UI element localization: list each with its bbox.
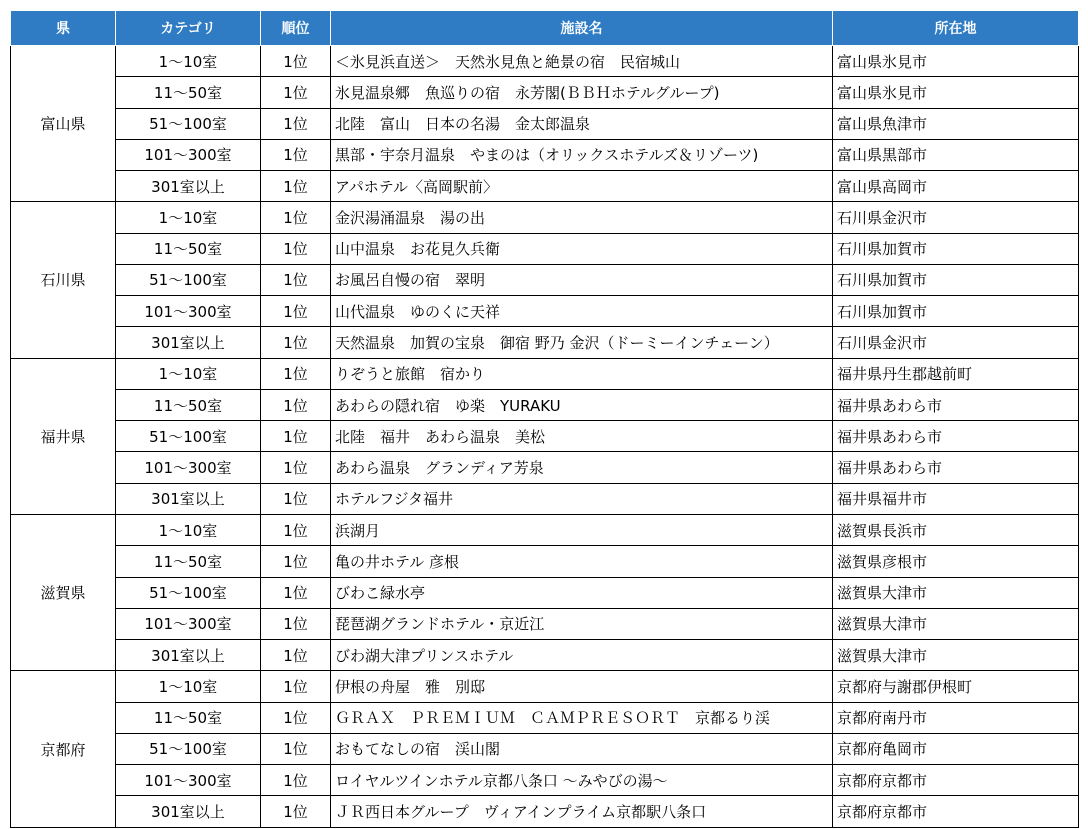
category-cell: 301室以上 [116,483,261,514]
facility-name-cell: 北陸 福井 あわら温泉 美松 [331,421,833,452]
table-row [11,233,1079,264]
category-cell: 11～50室 [116,77,261,108]
category-cell: 51～100室 [116,108,261,139]
category-cell: 301室以上 [116,171,261,202]
table-row [11,46,1079,77]
location-cell: 滋賀県大津市 [833,640,1079,671]
facility-name-cell: ロイヤルツインホテル京都八条口 ～みやびの湯～ [331,765,833,796]
category-cell: 51～100室 [116,733,261,764]
facility-name-cell: アパホテル〈高岡駅前〉 [331,171,833,202]
category-cell: 1～10室 [116,202,261,233]
category-cell: 101～300室 [116,765,261,796]
rank-cell: 1位 [261,640,331,671]
rank-cell: 1位 [261,702,331,733]
category-cell: 51～100室 [116,577,261,608]
table-row [11,421,1079,452]
facility-name-cell: 山代温泉 ゆのくに天祥 [331,296,833,327]
rank-cell: 1位 [261,358,331,389]
header-location: 所在地 [833,11,1079,46]
category-cell: 301室以上 [116,640,261,671]
facility-name-cell: 氷見温泉郷 魚巡りの宿 永芳閣(ＢＢＨホテルグループ) [331,77,833,108]
category-cell: 101～300室 [116,139,261,170]
table-row [11,514,1079,545]
table-row [11,264,1079,295]
category-cell: 101～300室 [116,452,261,483]
facility-name-cell: 天然温泉 加賀の宝泉 御宿 野乃 金沢（ドーミーインチェーン） [331,327,833,358]
rank-cell: 1位 [261,577,331,608]
location-cell: 富山県魚津市 [833,108,1079,139]
location-cell: 富山県高岡市 [833,171,1079,202]
header-rank: 順位 [261,11,331,46]
category-cell: 301室以上 [116,327,261,358]
rank-cell: 1位 [261,796,331,828]
table-row [11,671,1079,702]
facility-name-cell: びわ湖大津プリンスホテル [331,640,833,671]
rank-cell: 1位 [261,483,331,514]
table-row [11,546,1079,577]
rank-cell: 1位 [261,202,331,233]
rank-cell: 1位 [261,514,331,545]
location-cell: 滋賀県彦根市 [833,546,1079,577]
location-cell: 滋賀県大津市 [833,608,1079,639]
location-cell: 富山県氷見市 [833,46,1079,77]
table-row [11,171,1079,202]
location-cell: 京都府与謝郡伊根町 [833,671,1079,702]
rank-cell: 1位 [261,233,331,264]
facility-name-cell: あわらの隠れ宿 ゆ楽 YURAKU [331,389,833,420]
category-cell: 11～50室 [116,702,261,733]
location-cell: 京都府京都市 [833,796,1079,828]
location-cell: 福井県あわら市 [833,389,1079,420]
category-cell: 51～100室 [116,421,261,452]
table-row [11,733,1079,764]
rank-cell: 1位 [261,546,331,577]
facility-name-cell: 亀の井ホテル 彦根 [331,546,833,577]
category-cell: 101～300室 [116,296,261,327]
location-cell: 富山県氷見市 [833,77,1079,108]
rank-cell: 1位 [261,671,331,702]
location-cell: 福井県福井市 [833,483,1079,514]
table-row [11,296,1079,327]
location-cell: 福井県あわら市 [833,421,1079,452]
table-row [11,577,1079,608]
category-cell: 1～10室 [116,671,261,702]
prefecture-cell: 石川県 [11,202,116,358]
prefecture-cell: 滋賀県 [11,514,116,670]
header-facility-name: 施設名 [331,11,833,46]
location-cell: 滋賀県大津市 [833,577,1079,608]
facility-name-cell: ＪＲ西日本グループ ヴィアインプライム京都駅八条口 [331,796,833,828]
location-cell: 石川県金沢市 [833,327,1079,358]
rank-cell: 1位 [261,452,331,483]
table-row [11,77,1079,108]
prefecture-cell: 富山県 [11,46,116,202]
facility-name-cell: 伊根の舟屋 雅 別邸 [331,671,833,702]
rank-cell: 1位 [261,171,331,202]
prefecture-cell: 福井県 [11,358,116,514]
category-cell: 1～10室 [116,358,261,389]
location-cell: 富山県黒部市 [833,139,1079,170]
table-row [11,702,1079,733]
ranking-table [10,10,1079,828]
table-row [11,202,1079,233]
facility-name-cell: りぞうと旅館 宿かり [331,358,833,389]
rank-cell: 1位 [261,46,331,77]
table-row [11,389,1079,420]
facility-name-cell: ＧＲＡＸ ＰＲＥＭＩＵＭ ＣＡＭＰＲＥＳＯＲＴ 京都るり渓 [331,702,833,733]
location-cell: 石川県加賀市 [833,296,1079,327]
header-category: カテゴリ [116,11,261,46]
category-cell: 301室以上 [116,796,261,828]
rank-cell: 1位 [261,608,331,639]
location-cell: 福井県丹生郡越前町 [833,358,1079,389]
location-cell: 京都府亀岡市 [833,733,1079,764]
rank-cell: 1位 [261,296,331,327]
facility-name-cell: 山中温泉 お花見久兵衛 [331,233,833,264]
location-cell: 福井県あわら市 [833,452,1079,483]
category-cell: 51～100室 [116,264,261,295]
facility-name-cell: ホテルフジタ福井 [331,483,833,514]
rank-cell: 1位 [261,421,331,452]
facility-name-cell: 黒部・宇奈月温泉 やまのは（オリックスホテルズ＆リゾーツ) [331,139,833,170]
facility-name-cell: ＜氷見浜直送＞ 天然氷見魚と絶景の宿 民宿城山 [331,46,833,77]
rank-cell: 1位 [261,733,331,764]
category-cell: 11～50室 [116,233,261,264]
table-row [11,108,1079,139]
location-cell: 石川県加賀市 [833,264,1079,295]
location-cell: 石川県加賀市 [833,233,1079,264]
facility-name-cell: 金沢湯涌温泉 湯の出 [331,202,833,233]
facility-name-cell: 浜湖月 [331,514,833,545]
location-cell: 滋賀県長浜市 [833,514,1079,545]
facility-name-cell: おもてなしの宿 渓山閣 [331,733,833,764]
table-row [11,358,1079,389]
category-cell: 1～10室 [116,46,261,77]
rank-cell: 1位 [261,765,331,796]
rank-cell: 1位 [261,389,331,420]
header-prefecture: 県 [11,11,116,46]
rank-cell: 1位 [261,108,331,139]
facility-name-cell: びわこ緑水亭 [331,577,833,608]
category-cell: 1～10室 [116,514,261,545]
table-row [11,640,1079,671]
table-row [11,608,1079,639]
location-cell: 京都府南丹市 [833,702,1079,733]
category-cell: 11～50室 [116,546,261,577]
table-row [11,483,1079,514]
prefecture-cell: 京都府 [11,671,116,828]
rank-cell: 1位 [261,327,331,358]
table-body [11,46,1079,828]
facility-name-cell: お風呂自慢の宿 翠明 [331,264,833,295]
rank-cell: 1位 [261,264,331,295]
location-cell: 京都府京都市 [833,765,1079,796]
table-row [11,327,1079,358]
table-row [11,765,1079,796]
table-row [11,139,1079,170]
facility-name-cell: あわら温泉 グランディア芳泉 [331,452,833,483]
rank-cell: 1位 [261,139,331,170]
table-row [11,796,1079,828]
location-cell: 石川県金沢市 [833,202,1079,233]
category-cell: 101～300室 [116,608,261,639]
header-row [11,11,1079,46]
rank-cell: 1位 [261,77,331,108]
facility-name-cell: 北陸 富山 日本の名湯 金太郎温泉 [331,108,833,139]
table-row [11,452,1079,483]
facility-name-cell: 琵琶湖グランドホテル・京近江 [331,608,833,639]
category-cell: 11～50室 [116,389,261,420]
